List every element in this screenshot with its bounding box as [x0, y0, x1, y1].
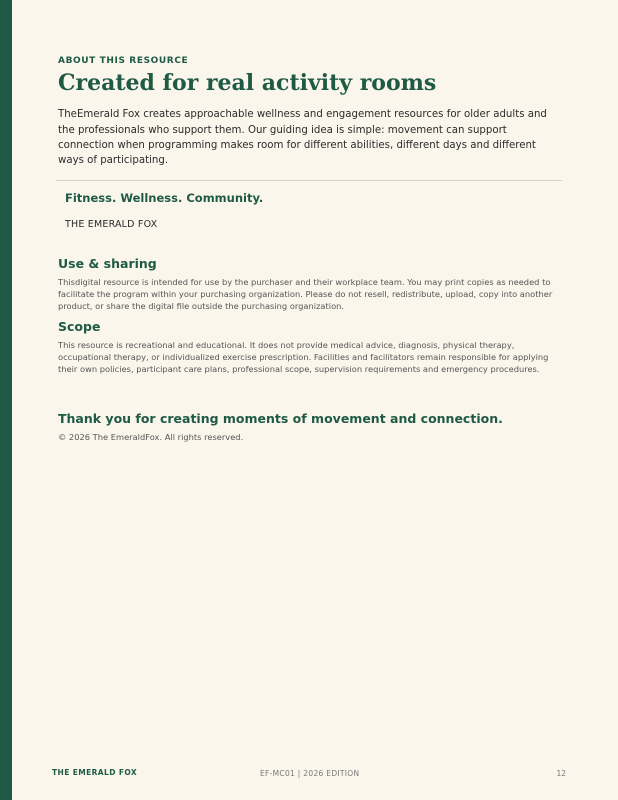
- use-sharing-heading: Use & sharing: [58, 256, 157, 272]
- use-sharing-body: Thisdigital resource is intended for use by the purchaser and their workplace team. You may print copies as needed to facilitate the program within your purchasing organization. Please do not resell, redistribute, upload, copy into another product, or share the digital file outside the purchasing organization.: [58, 276, 553, 312]
- copyright-notice: © 2026 The EmeraldFox. All rights reserved.: [58, 432, 244, 443]
- page-content: [58, 56, 564, 442]
- section-eyebrow: ABOUT THIS RESOURCE: [58, 56, 189, 66]
- tagline: Fitness. Wellness. Community.: [65, 191, 264, 206]
- thank-you-message: Thank you for creating moments of movement and connection.: [58, 411, 503, 427]
- intro-paragraph: TheEmerald Fox creates approachable wellness and engagement resources for older adults and the professionals who support them. Our guiding idea is simple: movement can support connection when programming makes room for different abilities, different days and different ways of participating.: [58, 109, 547, 166]
- footer-edition: EF-MC01 | 2026 EDITION: [260, 769, 360, 778]
- left-accent-bar: [0, 0, 12, 800]
- scope-body: This resource is recreational and educational. It does not provide medical advice, diagnosis, physical therapy, occupational therapy, or individualized exercise prescription. Facilities and facilitators remain responsible for applying their own policies, participant care plans, professional scope, supervision requirements and emergency procedures.: [58, 339, 549, 375]
- brand-name: THE EMERALD FOX: [65, 219, 158, 231]
- footer-brand: THE EMERALD FOX: [52, 768, 138, 777]
- page-number: 12: [556, 769, 566, 778]
- page-title: Created for real activity rooms: [58, 70, 437, 96]
- scope-heading: Scope: [58, 319, 101, 335]
- divider: [56, 180, 562, 181]
